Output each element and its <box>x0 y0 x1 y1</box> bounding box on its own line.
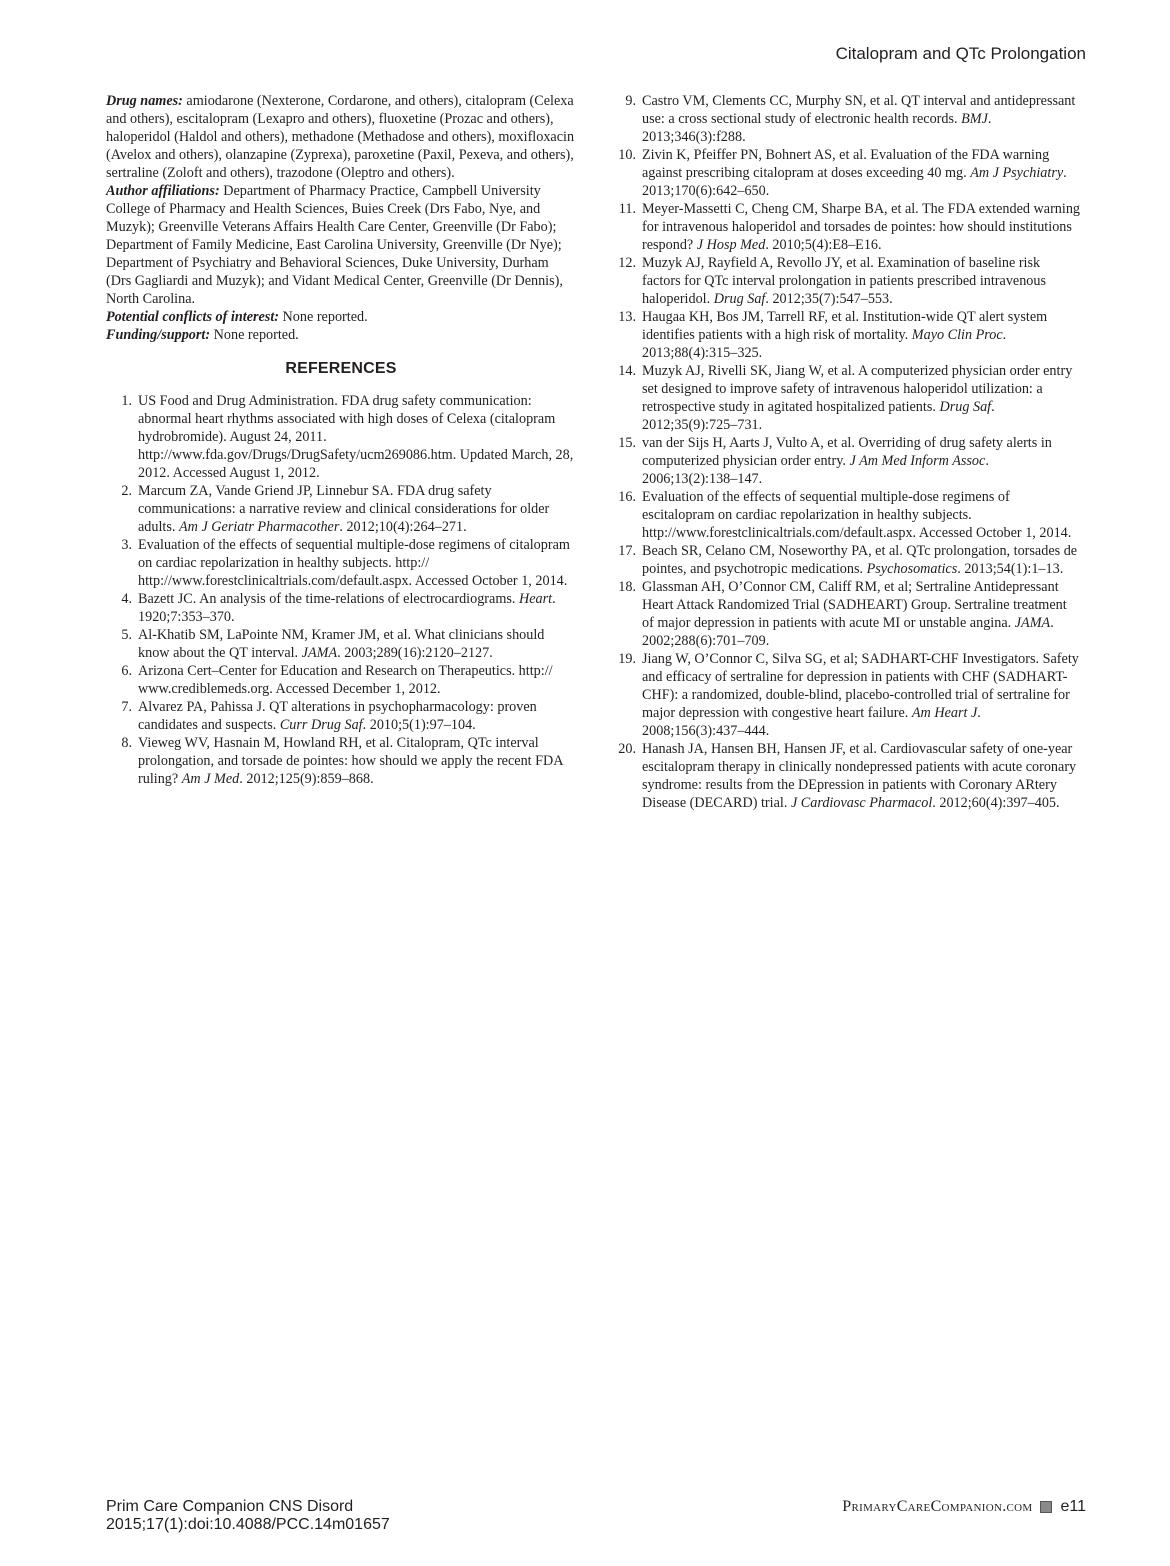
reference-citation: . 2010;5(1):97–104. <box>362 717 476 733</box>
reference-authors-title: Evaluation of the effects of sequential multiple-dose regimens of escitalopram on cardiac repolarization in healthy subjects. http://www.forestclinicaltrials.com/default.aspx. Accessed October 1, 2014. <box>642 489 1072 541</box>
reference-item <box>610 362 1080 434</box>
drug-names-text: amiodarone (Nexterone, Cordarone, and others), citalopram (Celexa and others), escitalopram (Lexapro and others), fluoxetine (Prozac and others), haloperidol (Haldol and others), methadone (Methadose and others), moxifloxacin (Avelox and others), olanzapine (Zyprexa), paroxetine (Paxil, Pexeva, and others), sertraline (Zoloft and others), trazodone (Oleptro and others). <box>106 93 575 181</box>
reference-number: 6. <box>121 663 132 679</box>
reference-item <box>106 734 576 788</box>
reference-number: 5. <box>121 627 132 643</box>
reference-citation: . 2008;156(3):437–444. <box>642 705 981 739</box>
square-icon <box>1040 1501 1052 1513</box>
reference-journal: Am J Med <box>181 771 240 787</box>
drug-names-note <box>106 92 576 182</box>
reference-text <box>642 308 1080 362</box>
reference-number: 16. <box>618 489 636 505</box>
reference-authors-title: Jiang W, O’Connor C, Silva SG, et al; SADHART-CHF Investigators. Safety and efficacy of sertraline for depression in patients with CHF (SADHART-CHF): a randomized, double-blind, placebo-controlled trial of sertraline for major depression with congestive heart failure. <box>642 651 1079 721</box>
reference-citation: . 2012;10(4):264–271. <box>339 519 467 535</box>
reference-journal: JAMA <box>301 645 338 661</box>
reference-journal: J Hosp Med <box>696 237 766 253</box>
reference-citation: . 2010;5(4):E8–E16. <box>765 237 882 253</box>
reference-item <box>610 578 1080 650</box>
reference-citation: . 1920;7:353–370. <box>138 591 556 625</box>
reference-text <box>138 626 576 662</box>
reference-text <box>642 740 1080 812</box>
funding-text: None reported. <box>210 327 299 343</box>
reference-text <box>642 92 1080 146</box>
reference-text <box>642 542 1080 578</box>
reference-citation: . 2006;13(2):138–147. <box>642 453 989 487</box>
reference-text <box>642 362 1080 434</box>
conflicts-label: Potential conflicts of interest: <box>106 309 279 325</box>
reference-authors-title: Meyer-Massetti C, Cheng CM, Sharpe BA, et al. The FDA extended warning for intravenous haloperidol and torsades de pointes: how should institutions respond? <box>642 201 1081 253</box>
reference-citation: . 2003;289(16):2120–2127. <box>337 645 493 661</box>
reference-item <box>106 626 576 662</box>
reference-citation: . 2012;125(9):859–868. <box>239 771 374 787</box>
reference-authors-title: Vieweg WV, Hasnain M, Howland RH, et al. Citalopram, QTc interval prolongation, and torsade de pointes: how should we apply the recent FDA ruling? <box>138 735 563 787</box>
reference-authors-title: Al-Khatib SM, LaPointe NM, Kramer JM, et al. What clinicians should know about the QT interval. <box>138 627 545 661</box>
reference-citation: . 2013;88(4):315–325. <box>642 327 1007 361</box>
author-affiliations-note <box>106 182 576 308</box>
reference-citation: . 2012;35(7):547–553. <box>765 291 893 307</box>
reference-text <box>642 200 1080 254</box>
reference-text <box>642 146 1080 200</box>
reference-text <box>138 662 576 698</box>
left-column <box>106 92 576 788</box>
reference-number: 13. <box>618 309 636 325</box>
reference-item <box>106 392 576 482</box>
funding-label: Funding/support: <box>106 327 211 343</box>
reference-journal: Heart <box>518 591 553 607</box>
reference-text <box>642 578 1080 650</box>
reference-journal: BMJ <box>961 111 988 127</box>
reference-item <box>610 542 1080 578</box>
footer-site <box>842 1498 1086 1516</box>
reference-number: 18. <box>618 579 636 595</box>
reference-authors-title: Beach SR, Celano CM, Noseworthy PA, et al. QTc prolongation, torsades de pointes, and psychotropic medications. <box>642 543 1078 577</box>
reference-number: 20. <box>618 741 636 757</box>
conflicts-text: None reported. <box>279 309 368 325</box>
reference-authors-title: Arizona Cert–Center for Education and Research on Therapeutics. http:// www.crediblemeds.org. Accessed December 1, 2012. <box>138 663 553 697</box>
reference-item <box>610 740 1080 812</box>
affiliations-label: Author affiliations: <box>106 183 220 199</box>
reference-text <box>138 698 576 734</box>
reference-text <box>138 734 576 788</box>
reference-item <box>106 698 576 734</box>
reference-authors-title: Glassman AH, O’Connor CM, Califf RM, et al; Sertraline Antidepressant Heart Attack Randomized Trial (SADHEART) Group. Sertraline treatment of major depression in patients with acute MI or unstable angina. <box>642 579 1067 631</box>
footer-journal-name: Prim Care Companion CNS Disord <box>106 1498 354 1515</box>
reference-journal: Am J Psychiatry <box>970 165 1064 181</box>
reference-item <box>610 488 1080 542</box>
reference-item <box>610 308 1080 362</box>
reference-number: 2. <box>121 483 132 499</box>
page-number: e11 <box>1060 1498 1086 1515</box>
reference-journal: Mayo Clin Proc <box>911 327 1003 343</box>
reference-authors-title: Hanash JA, Hansen BH, Hansen JF, et al. Cardiovascular safety of one-year escitalopram therapy in clinically nondepressed patients with acute coronary syndrome: results from the DEpression in patients with Coronary ARtery Disease (DECARD) trial. <box>642 741 1077 811</box>
reference-text <box>642 434 1080 488</box>
reference-authors-title: van der Sijs H, Aarts J, Vulto A, et al. Overriding of drug safety alerts in computerized physician order entry. <box>642 435 1052 469</box>
reference-item <box>610 92 1080 146</box>
reference-authors-title: Muzyk AJ, Rivelli SK, Jiang W, et al. A computerized physician order entry set designed to improve safety of intravenous haloperidol utilization: a retrospective study in agitated hospitalized patients. <box>642 363 1073 415</box>
reference-number: 3. <box>121 537 132 553</box>
reference-item <box>610 650 1080 740</box>
reference-journal: J Cardiovasc Pharmacol <box>790 795 933 811</box>
reference-item <box>106 482 576 536</box>
footer-doi: 2015;17(1):doi:10.4088/PCC.14m01657 <box>106 1516 390 1533</box>
footer-site-name: PrimaryCareCompanion.com <box>842 1498 1033 1515</box>
reference-item <box>610 200 1080 254</box>
reference-journal: Drug Saf <box>713 291 766 307</box>
reference-number: 14. <box>618 363 636 379</box>
right-column <box>610 92 1080 812</box>
reference-authors-title: Marcum ZA, Vande Griend JP, Linnebur SA. FDA drug safety communications: a narrative review and clinical considerations for older adults. <box>138 483 550 535</box>
reference-citation: . 2012;35(9):725–731. <box>642 399 995 433</box>
running-title: Citalopram and QTc Prolongation <box>835 44 1086 63</box>
funding-note <box>106 326 576 344</box>
reference-item <box>610 146 1080 200</box>
reference-item <box>610 434 1080 488</box>
reference-item <box>106 536 576 590</box>
reference-authors-title: Castro VM, Clements CC, Murphy SN, et al. QT interval and antidepressant use: a cross sectional study of electronic health records. <box>642 93 1076 127</box>
reference-number: 10. <box>618 147 636 163</box>
reference-journal: J Am Med Inform Assoc <box>849 453 986 469</box>
reference-number: 15. <box>618 435 636 451</box>
reference-item <box>106 590 576 626</box>
affiliations-text: Department of Pharmacy Practice, Campbell University College of Pharmacy and Health Sciences, Buies Creek (Drs Fabo, Nye, and Muzyk); Greenville Veterans Affairs Health Care Center, Greenville (Dr Fabo); Department of Family Medicine, East Carolina University, Greenville (Dr Nye); Department of Psychiatry and Behavioral Sciences, Duke University, Durham (Drs Gagliardi and Muzyk); and Vidant Medical Center, Greenville (Dr Dennis), North Carolina. <box>106 183 563 307</box>
reference-number: 8. <box>121 735 132 751</box>
reference-authors-title: Zivin K, Pfeiffer PN, Bohnert AS, et al. Evaluation of the FDA warning against prescribing citalopram at doses exceeding 40 mg. <box>642 147 1050 181</box>
reference-number: 17. <box>618 543 636 559</box>
reference-journal: Curr Drug Saf <box>279 717 363 733</box>
footer-citation <box>106 1498 390 1534</box>
reference-citation: . 2012;60(4):397–405. <box>932 795 1060 811</box>
reference-journal: Am J Geriatr Pharmacother <box>178 519 340 535</box>
reference-journal: JAMA <box>1014 615 1051 631</box>
reference-text <box>642 650 1080 740</box>
references-list-right <box>610 92 1080 812</box>
reference-item <box>106 662 576 698</box>
reference-authors-title: Haugaa KH, Bos JM, Tarrell RF, et al. Institution-wide QT alert system identifies patients with a high risk of mortality. <box>642 309 1048 343</box>
reference-number: 7. <box>121 699 132 715</box>
reference-text <box>138 536 576 590</box>
reference-citation: . 2002;288(6):701–709. <box>642 615 1054 649</box>
reference-authors-title: Evaluation of the effects of sequential multiple-dose regimens of citalopram on cardiac repolarization in healthy subjects. http:// http://www.forestclinicaltrials.com/default.aspx. Accessed October 1, 2014. <box>138 537 570 589</box>
references-list-left <box>106 392 576 788</box>
reference-authors-title: Alvarez PA, Pahissa J. QT alterations in psychopharmacology: proven candidates and suspects. <box>138 699 537 733</box>
reference-number: 19. <box>618 651 636 667</box>
reference-number: 9. <box>625 93 636 109</box>
reference-number: 12. <box>618 255 636 271</box>
reference-authors-title: Bazett JC. An analysis of the time-relations of electrocardiograms. <box>138 591 519 607</box>
conflicts-note <box>106 308 576 326</box>
reference-text <box>138 392 576 482</box>
reference-journal: Am Heart J <box>911 705 978 721</box>
reference-number: 11. <box>618 201 636 217</box>
reference-text <box>642 254 1080 308</box>
reference-journal: Drug Saf <box>939 399 992 415</box>
reference-number: 4. <box>121 591 132 607</box>
reference-authors-title: US Food and Drug Administration. FDA drug safety communication: abnormal heart rhythms associated with high doses of Celexa (citalopram hydrobromide). August 24, 2011. http://www.fda.gov/Drugs/DrugSafety/ucm269086.htm. Updated March, 28, 2012. Accessed August 1, 2012. <box>138 393 574 481</box>
reference-citation: . 2013;54(1):1–13. <box>957 561 1064 577</box>
reference-authors-title: Muzyk AJ, Rayfield A, Revollo JY, et al. Examination of baseline risk factors for QTc interval prolongation in patients prescribed intravenous haloperidol. <box>642 255 1047 307</box>
reference-citation: . 2013;346(3):f288. <box>642 111 992 145</box>
reference-number: 1. <box>121 393 132 409</box>
reference-item <box>610 254 1080 308</box>
reference-citation: . 2013;170(6):642–650. <box>642 165 1067 199</box>
reference-journal: Psychosomatics <box>866 561 958 577</box>
reference-text <box>138 482 576 536</box>
reference-text <box>642 488 1080 542</box>
references-heading: REFERENCES <box>285 360 397 377</box>
reference-text <box>138 590 576 626</box>
drug-names-label: Drug names: <box>106 93 183 109</box>
